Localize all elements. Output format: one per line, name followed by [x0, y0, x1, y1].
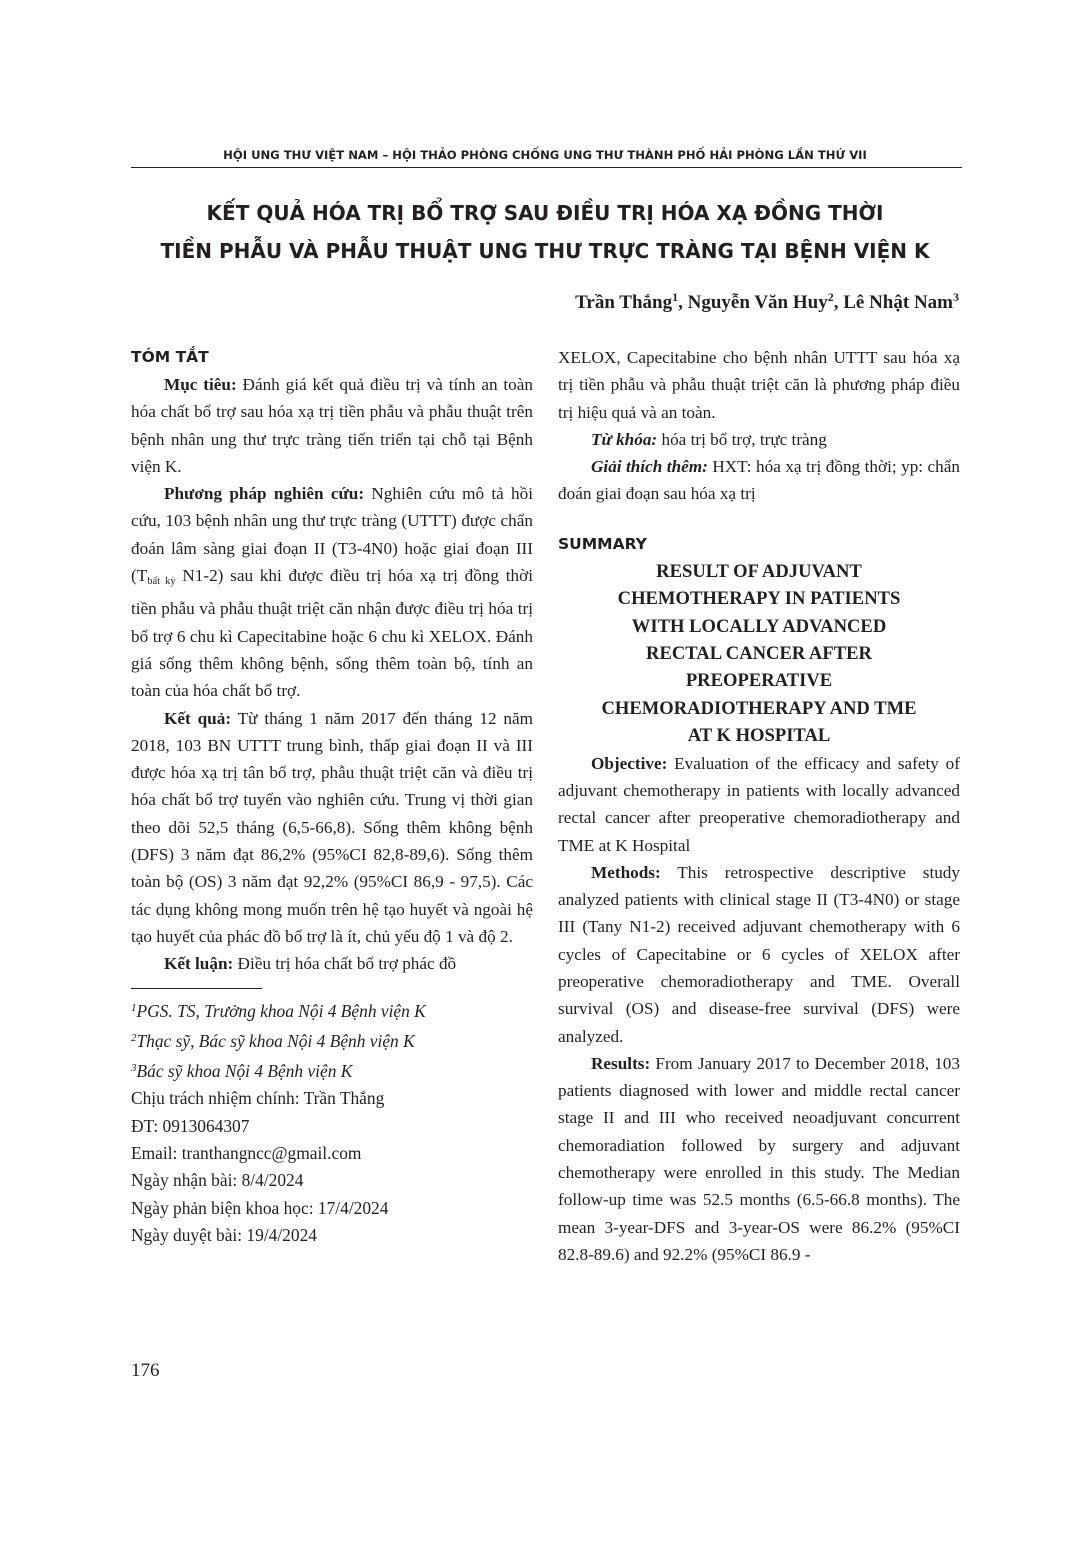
footnote-mark: 1 — [131, 1001, 137, 1014]
date-accepted: Ngày duyệt bài: 19/4/2024 — [131, 1224, 317, 1245]
author-affiliation-mark: 1 — [672, 290, 679, 304]
footnote-text: Bác sỹ khoa Nội 4 Bệnh viện K — [136, 1061, 353, 1082]
english-title-line: RESULT OF ADJUVANT — [656, 560, 862, 582]
article-title — [110, 194, 980, 270]
objective-label: Mục tiêu: — [164, 375, 237, 394]
title-line-2: TIỀN PHẪU VÀ PHẪU THUẬT UNG THƯ TRỰC TRÀNG TẠI BỆNH VIỆN K — [160, 239, 930, 263]
running-header: HỘI UNG THƯ VIỆT NAM – HỘI THẢO PHÒNG CHỐNG UNG THƯ THÀNH PHỐ HẢI PHÒNG LẦN THỨ VII — [223, 148, 867, 162]
en-methods-label: Methods: — [591, 862, 661, 882]
results-paragraph — [131, 705, 533, 951]
en-results-label: Results: — [591, 1053, 651, 1073]
footnote-3 — [131, 1055, 533, 1085]
english-title-line: AT K HOSPITAL — [687, 725, 831, 747]
keywords-text: hóa trị bổ trợ, trực tràng — [657, 429, 827, 449]
conclusion-continued: XELOX, Capecitabine cho bệnh nhân UTTT sau hóa xạ trị tiền phẫu và phẫu thuật triệt căn là phương pháp điều trị hiệu quả và an toàn. — [558, 348, 960, 422]
footnote-text: PGS. TS, Trưởng khoa Nội 4 Bệnh viện K — [136, 1000, 426, 1021]
results-label: Kết quả: — [164, 708, 232, 728]
conclusion-paragraph — [131, 950, 533, 977]
responsible-author: Chịu trách nhiệm chính: Trần Thắng — [131, 1088, 385, 1109]
en-results-paragraph — [558, 1050, 960, 1268]
english-title-line: PREOPERATIVE — [685, 670, 833, 692]
english-title-line: WITH LOCALLY ADVANCED — [631, 615, 887, 637]
summary-heading: SUMMARY — [558, 534, 647, 553]
explain-paragraph — [558, 453, 960, 508]
en-objective-text: Evaluation of the efficacy and safety of adjuvant chemotherapy in patients with locally advanced rectal cancer after preoperative chemoradiotherapy and TME at K Hospital — [558, 753, 960, 855]
objective-text: Đánh giá kết quả điều trị và tính an toàn hóa chất bổ trợ sau hóa xạ trị tiền phẫu và phẫu thuật trên bệnh nhân ung thư trực tràng tiến triển tại chỗ tại Bệnh viện K. — [131, 375, 533, 476]
title-line-1: KẾT QUẢ HÓA TRỊ BỔ TRỢ SAU ĐIỀU TRỊ HÓA XẠ ĐỒNG THỜI — [206, 201, 884, 225]
explain-label: Giải thích thêm: — [591, 457, 708, 477]
english-title — [558, 558, 960, 750]
en-objective-label: Objective: — [591, 753, 668, 773]
methods-text: Nghiên cứu mô tả hồi cứu, 103 bệnh nhân ung thư trực tràng (UTTT) được chẩn đoán lâm sàng giai đoạn II (T3-4N0) hoặc giai đoạn III (T — [131, 484, 534, 586]
explain-text: HXT: hóa xạ trị đồng thời; yp: chẩn đoán giai đoạn sau hóa xạ trị — [558, 457, 960, 504]
en-results-text: From January 2017 to December 2018, 103 patients diagnosed with lower and middle rectal cancer stage II and III who received neoadjuvant concurrent chemoradiation followed by surgery and adjuvant chemotherapy were enrolled in this study. The Median follow-up time was 52.5 months (6.5-66.8 months). The mean 3-year-DFS and 3-year-OS were 86.2% (95%CI 82.8-89.6) and 92.2% (95%CI 86.9 - — [558, 1053, 960, 1264]
header-rule — [131, 167, 962, 168]
footnote-rule — [131, 988, 262, 989]
keywords-paragraph — [558, 426, 960, 453]
author-name: Trần Thắng — [575, 292, 673, 313]
author-affiliation-mark: 2 — [827, 290, 834, 304]
footnote-text: Thạc sỹ, Bác sỹ khoa Nội 4 Bệnh viện K — [136, 1030, 415, 1051]
methods-text-continued: N1-2) sau khi được điều trị hóa xạ trị đồng thời tiền phẫu và phẫu thuật triệt căn nhận được điều trị hóa trị bổ trợ 6 chu kì Capecitabine hoặc 6 chu kì XELOX. Đánh giá sống thêm không bệnh, sống thêm toàn bộ, tính an toàn của hóa chất bổ trợ. — [131, 566, 533, 701]
author-list: Trần Thắng$^1$, Nguyễn Văn Huy$^2$, Lê Nhật Nam$^3$ — [575, 290, 959, 313]
contact-email: Email: tranthangncc@gmail.com — [131, 1143, 362, 1164]
conclusion-text-start: Điều trị hóa chất bổ trợ phác đồ — [233, 954, 457, 974]
english-title-line: CHEMORADIOTHERAPY AND TME — [601, 697, 917, 719]
author-affiliation-mark: 3 — [953, 290, 959, 304]
methods-paragraph — [131, 480, 533, 704]
right-column — [558, 344, 960, 1268]
date-received: Ngày nhận bài: 8/4/2024 — [131, 1170, 304, 1191]
keywords-label: Từ khóa: — [591, 429, 658, 449]
abstract-heading: TÓM TẮT — [131, 348, 209, 366]
author-name: Nguyễn Văn Huy — [687, 292, 828, 313]
footnote-mark: 3 — [131, 1062, 137, 1075]
english-title-line: RECTAL CANCER AFTER — [646, 643, 872, 664]
methods-label: Phương pháp nghiên cứu: — [164, 484, 365, 504]
footnote-mark: 2 — [131, 1031, 137, 1044]
conclusion-label: Kết luận: — [164, 954, 234, 974]
methods-subscript: bất kỳ — [147, 576, 176, 588]
objective-paragraph — [131, 371, 533, 480]
footnote-2 — [131, 1025, 533, 1055]
results-text: Từ tháng 1 năm 2017 đến tháng 12 năm 2018, 103 BN UTTT trung bình, thấp giai đoạn II và III được hóa xạ trị tân bổ trợ, phẫu thuật triệt căn và điều trị hóa chất bổ trợ tuyển vào nghiên cứu. Trung vị thời gian theo dõi 52,5 tháng (6,5-66,8). Sống thêm không bệnh (DFS) 3 năm đạt 86,2% (95%CI 82,8-89,6). Sống thêm toàn bộ (OS) 3 năm đạt 92,2% (95%CI 86,9 - 97,5). Các tác dụng không mong muốn trên hệ tạo huyết và ngoài hệ tạo huyết của phác đồ bổ trợ là ít, chủ yếu độ 1 và độ 2. — [131, 708, 534, 946]
contact-phone: ĐT: 0913064307 — [131, 1115, 250, 1136]
left-column — [131, 343, 533, 1249]
page-number: 176 — [131, 1360, 160, 1381]
date-reviewed: Ngày phản biện khoa học: 17/4/2024 — [131, 1197, 389, 1218]
en-methods-text: This retrospective descriptive study analyzed patients with clinical stage II (T3-4N0) or stage III (Tany N1-2) received adjuvant chemotherapy with 6 cycles of Capecitabine or 6 cycles of XELOX after preoperative chemoradiotherapy and TME. Overall survival (OS) and disease-free survival (DFS) were analyzed. — [558, 862, 960, 1046]
en-objective-paragraph — [558, 750, 960, 859]
footnote-1 — [131, 995, 533, 1025]
author-name: Lê Nhật Nam — [843, 292, 953, 313]
english-title-line: CHEMOTHERAPY IN PATIENTS — [617, 588, 901, 610]
en-methods-paragraph — [558, 859, 960, 1050]
